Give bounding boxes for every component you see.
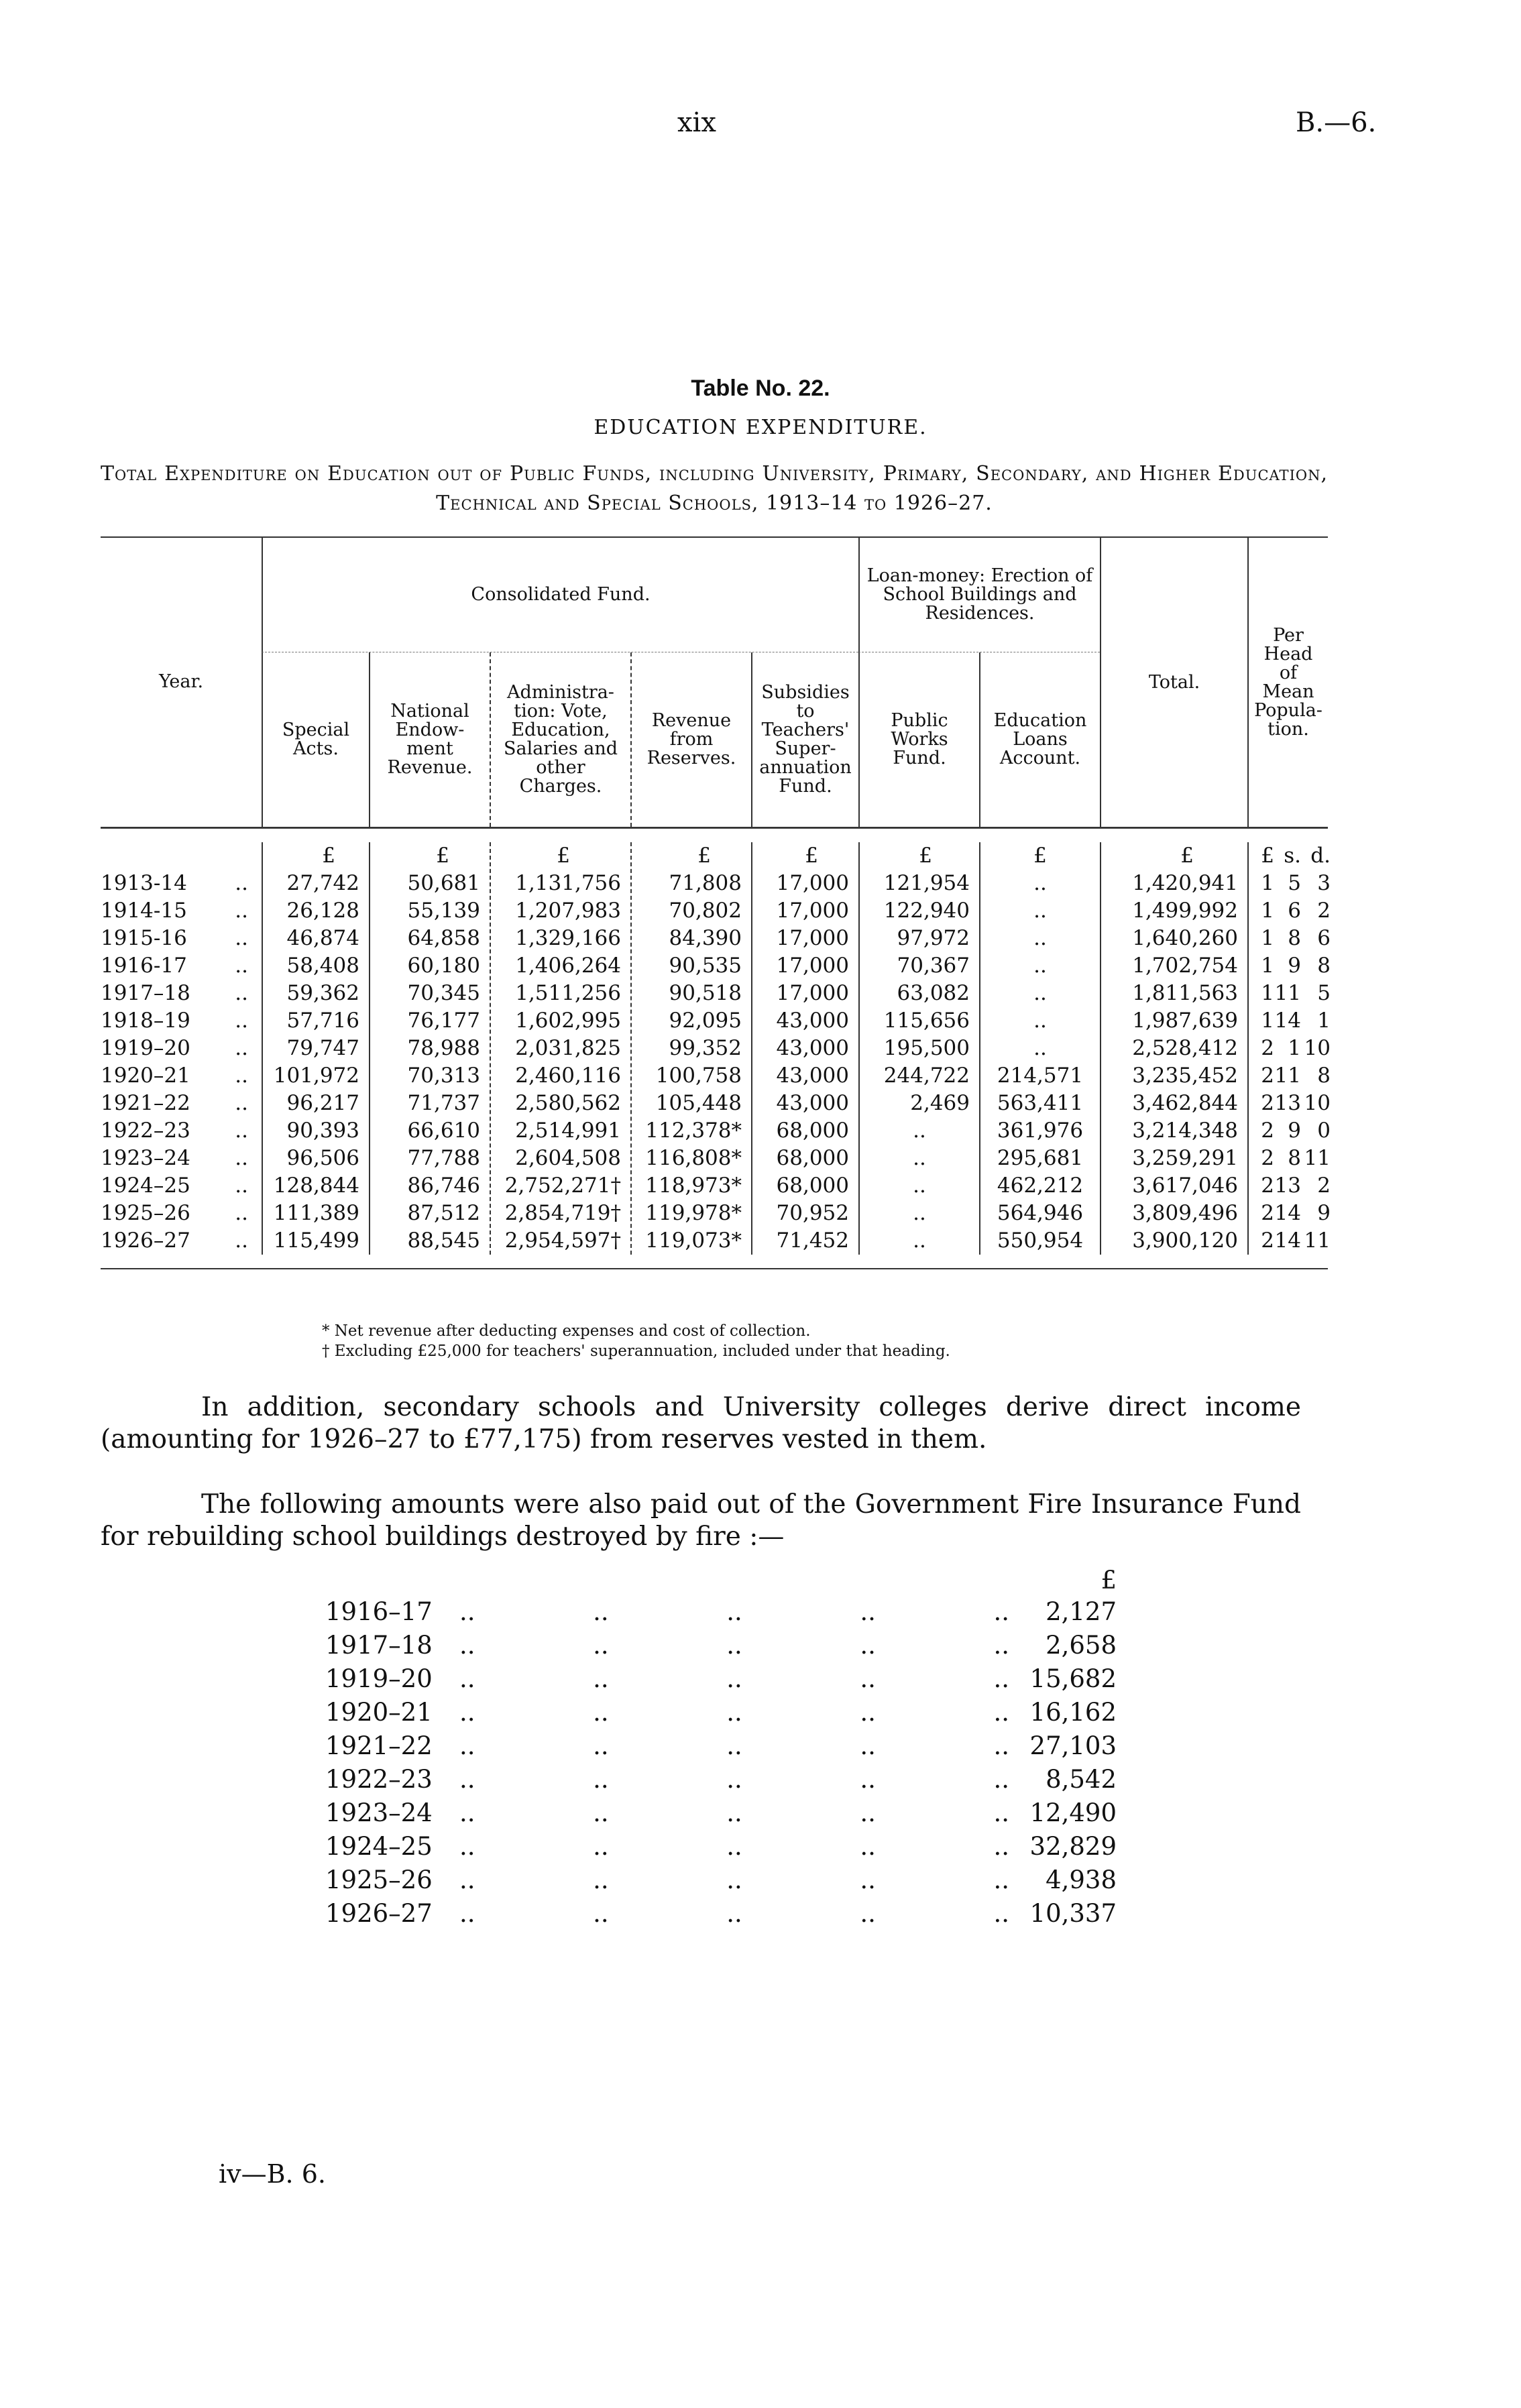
fire-amount: 12,490 xyxy=(1029,1798,1117,1827)
public-works-value: 2,469 xyxy=(910,1091,970,1115)
leader-dots: .. xyxy=(235,1173,248,1198)
row-year xyxy=(101,870,262,897)
group-header-consolidated-fund: Consolidated Fund. xyxy=(262,538,858,652)
fire-insurance-list xyxy=(325,1566,1117,1931)
row-year xyxy=(101,980,262,1007)
leader-dots: .. .. .. .. .. xyxy=(459,1899,1009,1928)
row-year xyxy=(101,925,262,952)
national-endowment-value: 60,180 xyxy=(407,954,480,978)
unit-pound: £ xyxy=(697,844,711,868)
leader-dots: .. .. .. .. .. xyxy=(459,1631,1009,1660)
year-label: 1914-15 xyxy=(101,899,187,923)
column-national-endowment xyxy=(369,842,490,1255)
table-header xyxy=(101,538,1328,828)
special-acts-value: 26,128 xyxy=(286,899,359,923)
fire-list-item xyxy=(325,1729,1117,1763)
fire-amount: 2,127 xyxy=(1046,1597,1117,1626)
total-value: 3,214,348 xyxy=(1132,1119,1238,1143)
special-acts-value: 57,716 xyxy=(286,1009,359,1033)
revenue-reserves-value: 118,973* xyxy=(645,1173,742,1198)
education-loans-value: 295,681 xyxy=(997,1146,1084,1170)
administration-value: 2,752,271† xyxy=(504,1173,621,1198)
leader-dots: .. .. .. .. .. xyxy=(459,1866,1009,1894)
table-footnotes xyxy=(322,1321,950,1361)
fire-list-item xyxy=(325,1763,1117,1796)
per-head-value: 2 14 11 xyxy=(1261,1228,1331,1253)
public-works-value: 122,940 xyxy=(883,899,970,923)
public-works-value: 63,082 xyxy=(897,981,970,1005)
year-label: 1926–27 xyxy=(101,1228,190,1253)
public-works-value: 97,972 xyxy=(897,926,970,950)
footer-signature: iv—B. 6. xyxy=(219,2159,326,2189)
footnote-asterisk: * Net revenue after deducting expenses and cost of collection. xyxy=(322,1322,811,1340)
administration-value: 2,031,825 xyxy=(515,1036,621,1060)
total-value: 3,462,844 xyxy=(1132,1091,1238,1115)
education-loans-value: 564,946 xyxy=(997,1201,1084,1225)
special-acts-value: 27,742 xyxy=(286,871,359,895)
unit-pound: £ xyxy=(322,844,335,868)
row-year xyxy=(101,1145,262,1172)
column-per-head xyxy=(1247,842,1331,1255)
education-loans-value: .. xyxy=(1033,1009,1047,1033)
special-acts-value: 96,506 xyxy=(286,1146,359,1170)
national-endowment-value: 70,345 xyxy=(407,981,480,1005)
education-loans-value: .. xyxy=(1033,899,1047,923)
column-header-national-endowment: National Endow-ment Revenue. xyxy=(369,652,490,827)
subsidies-value: 43,000 xyxy=(776,1064,849,1088)
subsidies-value: 17,000 xyxy=(776,899,849,923)
subsidies-value: 43,000 xyxy=(776,1091,849,1115)
public-works-value: 115,656 xyxy=(883,1009,970,1033)
special-acts-value: 79,747 xyxy=(286,1036,359,1060)
total-value: 3,617,046 xyxy=(1132,1173,1238,1198)
row-year xyxy=(101,897,262,925)
public-works-value: .. xyxy=(913,1119,926,1143)
leader-dots: .. xyxy=(235,1119,248,1143)
leader-dots: .. xyxy=(235,1228,248,1253)
subsidies-value: 68,000 xyxy=(776,1119,849,1143)
fire-amount: 2,658 xyxy=(1046,1631,1117,1660)
table-number: Table No. 22. xyxy=(691,376,830,401)
public-works-value: 195,500 xyxy=(883,1036,970,1060)
public-works-value: 244,722 xyxy=(883,1064,970,1088)
education-loans-value: 462,212 xyxy=(997,1173,1084,1198)
table-title: EDUCATION EXPENDITURE. xyxy=(594,416,927,439)
fire-amount: 10,337 xyxy=(1029,1899,1117,1928)
per-head-units: £ s. d. xyxy=(1261,844,1331,868)
leader-dots: .. .. .. .. .. xyxy=(459,1664,1009,1693)
fire-year: 1924–25 xyxy=(325,1832,433,1861)
leader-dots: .. xyxy=(235,926,248,950)
year-label: 1924–25 xyxy=(101,1173,190,1198)
leader-dots: .. .. .. .. .. xyxy=(459,1731,1009,1760)
year-label: 1915-16 xyxy=(101,926,187,950)
leader-dots: .. xyxy=(235,1146,248,1170)
administration-value: 1,511,256 xyxy=(515,981,621,1005)
column-revenue-reserves xyxy=(630,842,751,1255)
unit-pound: £ xyxy=(557,844,570,868)
education-loans-value: .. xyxy=(1033,926,1047,950)
column-header-per-head: Per Head of Mean Popula-tion. xyxy=(1247,538,1328,827)
leader-dots: .. .. .. .. .. xyxy=(459,1832,1009,1861)
revenue-reserves-value: 99,352 xyxy=(669,1036,742,1060)
revenue-reserves-value: 84,390 xyxy=(669,926,742,950)
leader-dots: .. .. .. .. .. xyxy=(459,1597,1009,1626)
revenue-reserves-value: 119,073* xyxy=(645,1228,742,1253)
administration-value: 1,602,995 xyxy=(515,1009,621,1033)
per-head-value: 1 11 5 xyxy=(1261,981,1331,1005)
revenue-reserves-value: 92,095 xyxy=(669,1009,742,1033)
subsidies-value: 43,000 xyxy=(776,1009,849,1033)
column-administration xyxy=(490,842,630,1255)
total-value: 3,900,120 xyxy=(1132,1228,1238,1253)
national-endowment-value: 87,512 xyxy=(407,1201,480,1225)
special-acts-value: 96,217 xyxy=(286,1091,359,1115)
column-header-administration: Administra-tion: Vote, Education, Salaries and other Charges. xyxy=(490,652,630,827)
year-label: 1920–21 xyxy=(101,1064,190,1088)
total-value: 3,259,291 xyxy=(1132,1146,1238,1170)
paragraph-reserves-income: In addition, secondary schools and University colleges derive direct income (amounting for 1926–27 to £77,175) from reserves vested in them. xyxy=(101,1392,1301,1454)
document-reference: B.—6. xyxy=(1296,107,1377,138)
per-head-value: 1 14 1 xyxy=(1261,1009,1331,1033)
leader-dots: .. .. .. .. .. xyxy=(459,1798,1009,1827)
fire-list-item xyxy=(325,1696,1117,1729)
fire-list-item xyxy=(325,1796,1117,1830)
column-public-works xyxy=(858,842,979,1255)
row-year xyxy=(101,1227,262,1255)
year-label: 1916-17 xyxy=(101,954,187,978)
administration-value: 2,460,116 xyxy=(515,1064,621,1088)
subsidies-value: 43,000 xyxy=(776,1036,849,1060)
fire-amount: 16,162 xyxy=(1029,1698,1117,1727)
national-endowment-value: 71,737 xyxy=(407,1091,480,1115)
fire-amount: 27,103 xyxy=(1029,1731,1117,1760)
column-header-year: Year. xyxy=(158,671,204,692)
special-acts-value: 58,408 xyxy=(286,954,359,978)
paragraph-fire-insurance: The following amounts were also paid out of the Government Fire Insurance Fund for rebuilding school buildings destroyed by fire :— xyxy=(101,1489,1301,1552)
leader-dots: .. xyxy=(235,871,248,895)
education-loans-value: .. xyxy=(1033,981,1047,1005)
education-expenditure-table xyxy=(101,536,1331,1269)
national-endowment-value: 66,610 xyxy=(407,1119,480,1143)
special-acts-value: 115,499 xyxy=(273,1228,359,1253)
administration-value: 2,954,597† xyxy=(504,1228,621,1253)
year-label: 1917–18 xyxy=(101,981,190,1005)
administration-value: 1,207,983 xyxy=(515,899,621,923)
revenue-reserves-value: 71,808 xyxy=(669,871,742,895)
row-year xyxy=(101,1172,262,1200)
revenue-reserves-value: 90,518 xyxy=(669,981,742,1005)
unit-pound: £ xyxy=(1180,844,1194,868)
subsidies-value: 68,000 xyxy=(776,1173,849,1198)
education-loans-value: 361,976 xyxy=(997,1119,1084,1143)
education-loans-value: .. xyxy=(1033,954,1047,978)
row-year xyxy=(101,952,262,980)
table-body xyxy=(101,828,1331,1268)
leader-dots: .. xyxy=(235,1036,248,1060)
education-loans-value: .. xyxy=(1033,1036,1047,1060)
per-head-value: 2 1 10 xyxy=(1261,1036,1331,1060)
fire-amount: 4,938 xyxy=(1046,1866,1117,1894)
per-head-value: 2 9 0 xyxy=(1261,1119,1331,1143)
fire-list-item xyxy=(325,1595,1117,1629)
fire-year: 1917–18 xyxy=(325,1631,433,1660)
fire-list-item xyxy=(325,1629,1117,1662)
special-acts-value: 46,874 xyxy=(286,926,359,950)
revenue-reserves-value: 70,802 xyxy=(669,899,742,923)
column-header-total: Total. xyxy=(1100,538,1247,827)
national-endowment-value: 64,858 xyxy=(407,926,480,950)
leader-dots: .. xyxy=(235,899,248,923)
national-endowment-value: 50,681 xyxy=(407,871,480,895)
per-head-value: 1 6 2 xyxy=(1261,899,1331,923)
public-works-value: .. xyxy=(913,1228,926,1253)
administration-value: 1,329,166 xyxy=(515,926,621,950)
administration-value: 2,514,991 xyxy=(515,1119,621,1143)
column-year xyxy=(101,842,262,1255)
row-year xyxy=(101,1062,262,1090)
fire-list-item xyxy=(325,1864,1117,1897)
fire-amount: 15,682 xyxy=(1029,1664,1117,1693)
fire-year: 1919–20 xyxy=(325,1664,433,1693)
unit-pound: £ xyxy=(805,844,818,868)
total-value: 1,420,941 xyxy=(1132,871,1238,895)
special-acts-value: 128,844 xyxy=(273,1173,359,1198)
special-acts-value: 111,389 xyxy=(273,1201,359,1225)
subsidies-value: 17,000 xyxy=(776,926,849,950)
public-works-value: .. xyxy=(913,1146,926,1170)
per-head-value: 2 13 2 xyxy=(1261,1173,1331,1198)
year-label: 1925–26 xyxy=(101,1201,190,1225)
fire-year: 1925–26 xyxy=(325,1866,433,1894)
administration-value: 2,854,719† xyxy=(504,1201,621,1225)
unit-pound: £ xyxy=(1033,844,1047,868)
unit-pound: £ xyxy=(436,844,449,868)
public-works-value: .. xyxy=(913,1173,926,1198)
row-year xyxy=(101,1200,262,1227)
public-works-value: 121,954 xyxy=(883,871,970,895)
group-header-loan-money: Loan-money: Erection of School Buildings and Residences. xyxy=(858,538,1100,652)
row-year xyxy=(101,1090,262,1117)
per-head-value: 1 8 6 xyxy=(1261,926,1331,950)
public-works-value: 70,367 xyxy=(897,954,970,978)
row-year xyxy=(101,1007,262,1035)
revenue-reserves-value: 116,808* xyxy=(645,1146,742,1170)
fire-year: 1922–23 xyxy=(325,1765,433,1794)
national-endowment-value: 88,545 xyxy=(407,1228,480,1253)
revenue-reserves-value: 105,448 xyxy=(655,1091,742,1115)
administration-value: 1,131,756 xyxy=(515,871,621,895)
year-label: 1913-14 xyxy=(101,871,187,895)
special-acts-value: 101,972 xyxy=(273,1064,359,1088)
total-value: 1,987,639 xyxy=(1132,1009,1238,1033)
fire-year: 1921–22 xyxy=(325,1731,433,1760)
fire-amount: 32,829 xyxy=(1029,1832,1117,1861)
total-value: 3,809,496 xyxy=(1132,1201,1238,1225)
revenue-reserves-value: 119,978* xyxy=(645,1201,742,1225)
fire-list-item xyxy=(325,1830,1117,1864)
year-label: 1918–19 xyxy=(101,1009,190,1033)
administration-value: 2,580,562 xyxy=(515,1091,621,1115)
fire-year: 1926–27 xyxy=(325,1899,433,1928)
fire-year: 1923–24 xyxy=(325,1798,433,1827)
subsidies-value: 17,000 xyxy=(776,871,849,895)
leader-dots: .. xyxy=(235,1064,248,1088)
national-endowment-value: 78,988 xyxy=(407,1036,480,1060)
national-endowment-value: 55,139 xyxy=(407,899,480,923)
subsidies-value: 68,000 xyxy=(776,1146,849,1170)
education-loans-value: 550,954 xyxy=(997,1228,1084,1253)
national-endowment-value: 86,746 xyxy=(407,1173,480,1198)
national-endowment-value: 76,177 xyxy=(407,1009,480,1033)
subsidies-value: 17,000 xyxy=(776,954,849,978)
year-label: 1919–20 xyxy=(101,1036,190,1060)
column-header-education-loans: Education Loans Account. xyxy=(979,652,1100,827)
leader-dots: .. xyxy=(235,954,248,978)
fire-year: 1920–21 xyxy=(325,1698,433,1727)
fire-list-item xyxy=(325,1662,1117,1696)
leader-dots: .. .. .. .. .. xyxy=(459,1698,1009,1727)
total-value: 1,702,754 xyxy=(1132,954,1238,978)
total-value: 1,499,992 xyxy=(1132,899,1238,923)
page-number: xix xyxy=(677,107,716,138)
column-header-public-works: Public Works Fund. xyxy=(858,652,979,827)
special-acts-value: 90,393 xyxy=(286,1119,359,1143)
per-head-value: 1 5 3 xyxy=(1261,871,1331,895)
column-subsidies xyxy=(751,842,858,1255)
per-head-value: 2 11 8 xyxy=(1261,1064,1331,1088)
unit-pound: £ xyxy=(919,844,932,868)
subsidies-value: 71,452 xyxy=(776,1228,849,1253)
per-head-value: 1 9 8 xyxy=(1261,954,1331,978)
total-value: 2,528,412 xyxy=(1132,1036,1238,1060)
revenue-reserves-value: 100,758 xyxy=(655,1064,742,1088)
national-endowment-value: 70,313 xyxy=(407,1064,480,1088)
revenue-reserves-value: 112,378* xyxy=(645,1119,742,1143)
column-header-special-acts: Special Acts. xyxy=(262,652,369,827)
footnote-dagger: † Excluding £25,000 for teachers' superannuation, included under that heading. xyxy=(322,1342,950,1360)
per-head-value: 2 13 10 xyxy=(1261,1091,1331,1115)
subsidies-value: 70,952 xyxy=(776,1201,849,1225)
leader-dots: .. .. .. .. .. xyxy=(459,1765,1009,1794)
column-header-revenue-reserves: Revenue from Reserves. xyxy=(630,652,751,827)
row-year xyxy=(101,1035,262,1062)
column-header-subsidies: Subsidies to Teachers' Super-annuation Fund. xyxy=(751,652,858,827)
year-label: 1921–22 xyxy=(101,1091,190,1115)
fire-amount: 8,542 xyxy=(1046,1765,1117,1794)
leader-dots: .. xyxy=(235,981,248,1005)
public-works-value: .. xyxy=(913,1201,926,1225)
education-loans-value: .. xyxy=(1033,871,1047,895)
subsidies-value: 17,000 xyxy=(776,981,849,1005)
year-label: 1923–24 xyxy=(101,1146,190,1170)
fire-unit-pound: £ xyxy=(1101,1566,1117,1595)
special-acts-value: 59,362 xyxy=(286,981,359,1005)
table-subtitle: Total Expenditure on Education out of Public Funds, including University, Primary, Secondary, and Higher Education, Technical and Special Schools, 1913–14 to 1926–27. xyxy=(101,462,1328,515)
fire-list-item xyxy=(325,1897,1117,1931)
national-endowment-value: 77,788 xyxy=(407,1146,480,1170)
leader-dots: .. xyxy=(235,1009,248,1033)
year-label: 1922–23 xyxy=(101,1119,190,1143)
column-education-loans xyxy=(979,842,1100,1255)
education-loans-value: 214,571 xyxy=(997,1064,1084,1088)
column-total xyxy=(1100,842,1247,1255)
column-special-acts xyxy=(262,842,369,1255)
administration-value: 2,604,508 xyxy=(515,1146,621,1170)
leader-dots: .. xyxy=(235,1201,248,1225)
total-value: 1,811,563 xyxy=(1132,981,1238,1005)
leader-dots: .. xyxy=(235,1091,248,1115)
per-head-value: 2 14 9 xyxy=(1261,1201,1331,1225)
total-value: 3,235,452 xyxy=(1132,1064,1238,1088)
administration-value: 1,406,264 xyxy=(515,954,621,978)
total-value: 1,640,260 xyxy=(1132,926,1238,950)
row-year xyxy=(101,1117,262,1145)
per-head-value: 2 8 11 xyxy=(1261,1146,1331,1170)
education-loans-value: 563,411 xyxy=(997,1091,1084,1115)
fire-year: 1916–17 xyxy=(325,1597,433,1626)
revenue-reserves-value: 90,535 xyxy=(669,954,742,978)
